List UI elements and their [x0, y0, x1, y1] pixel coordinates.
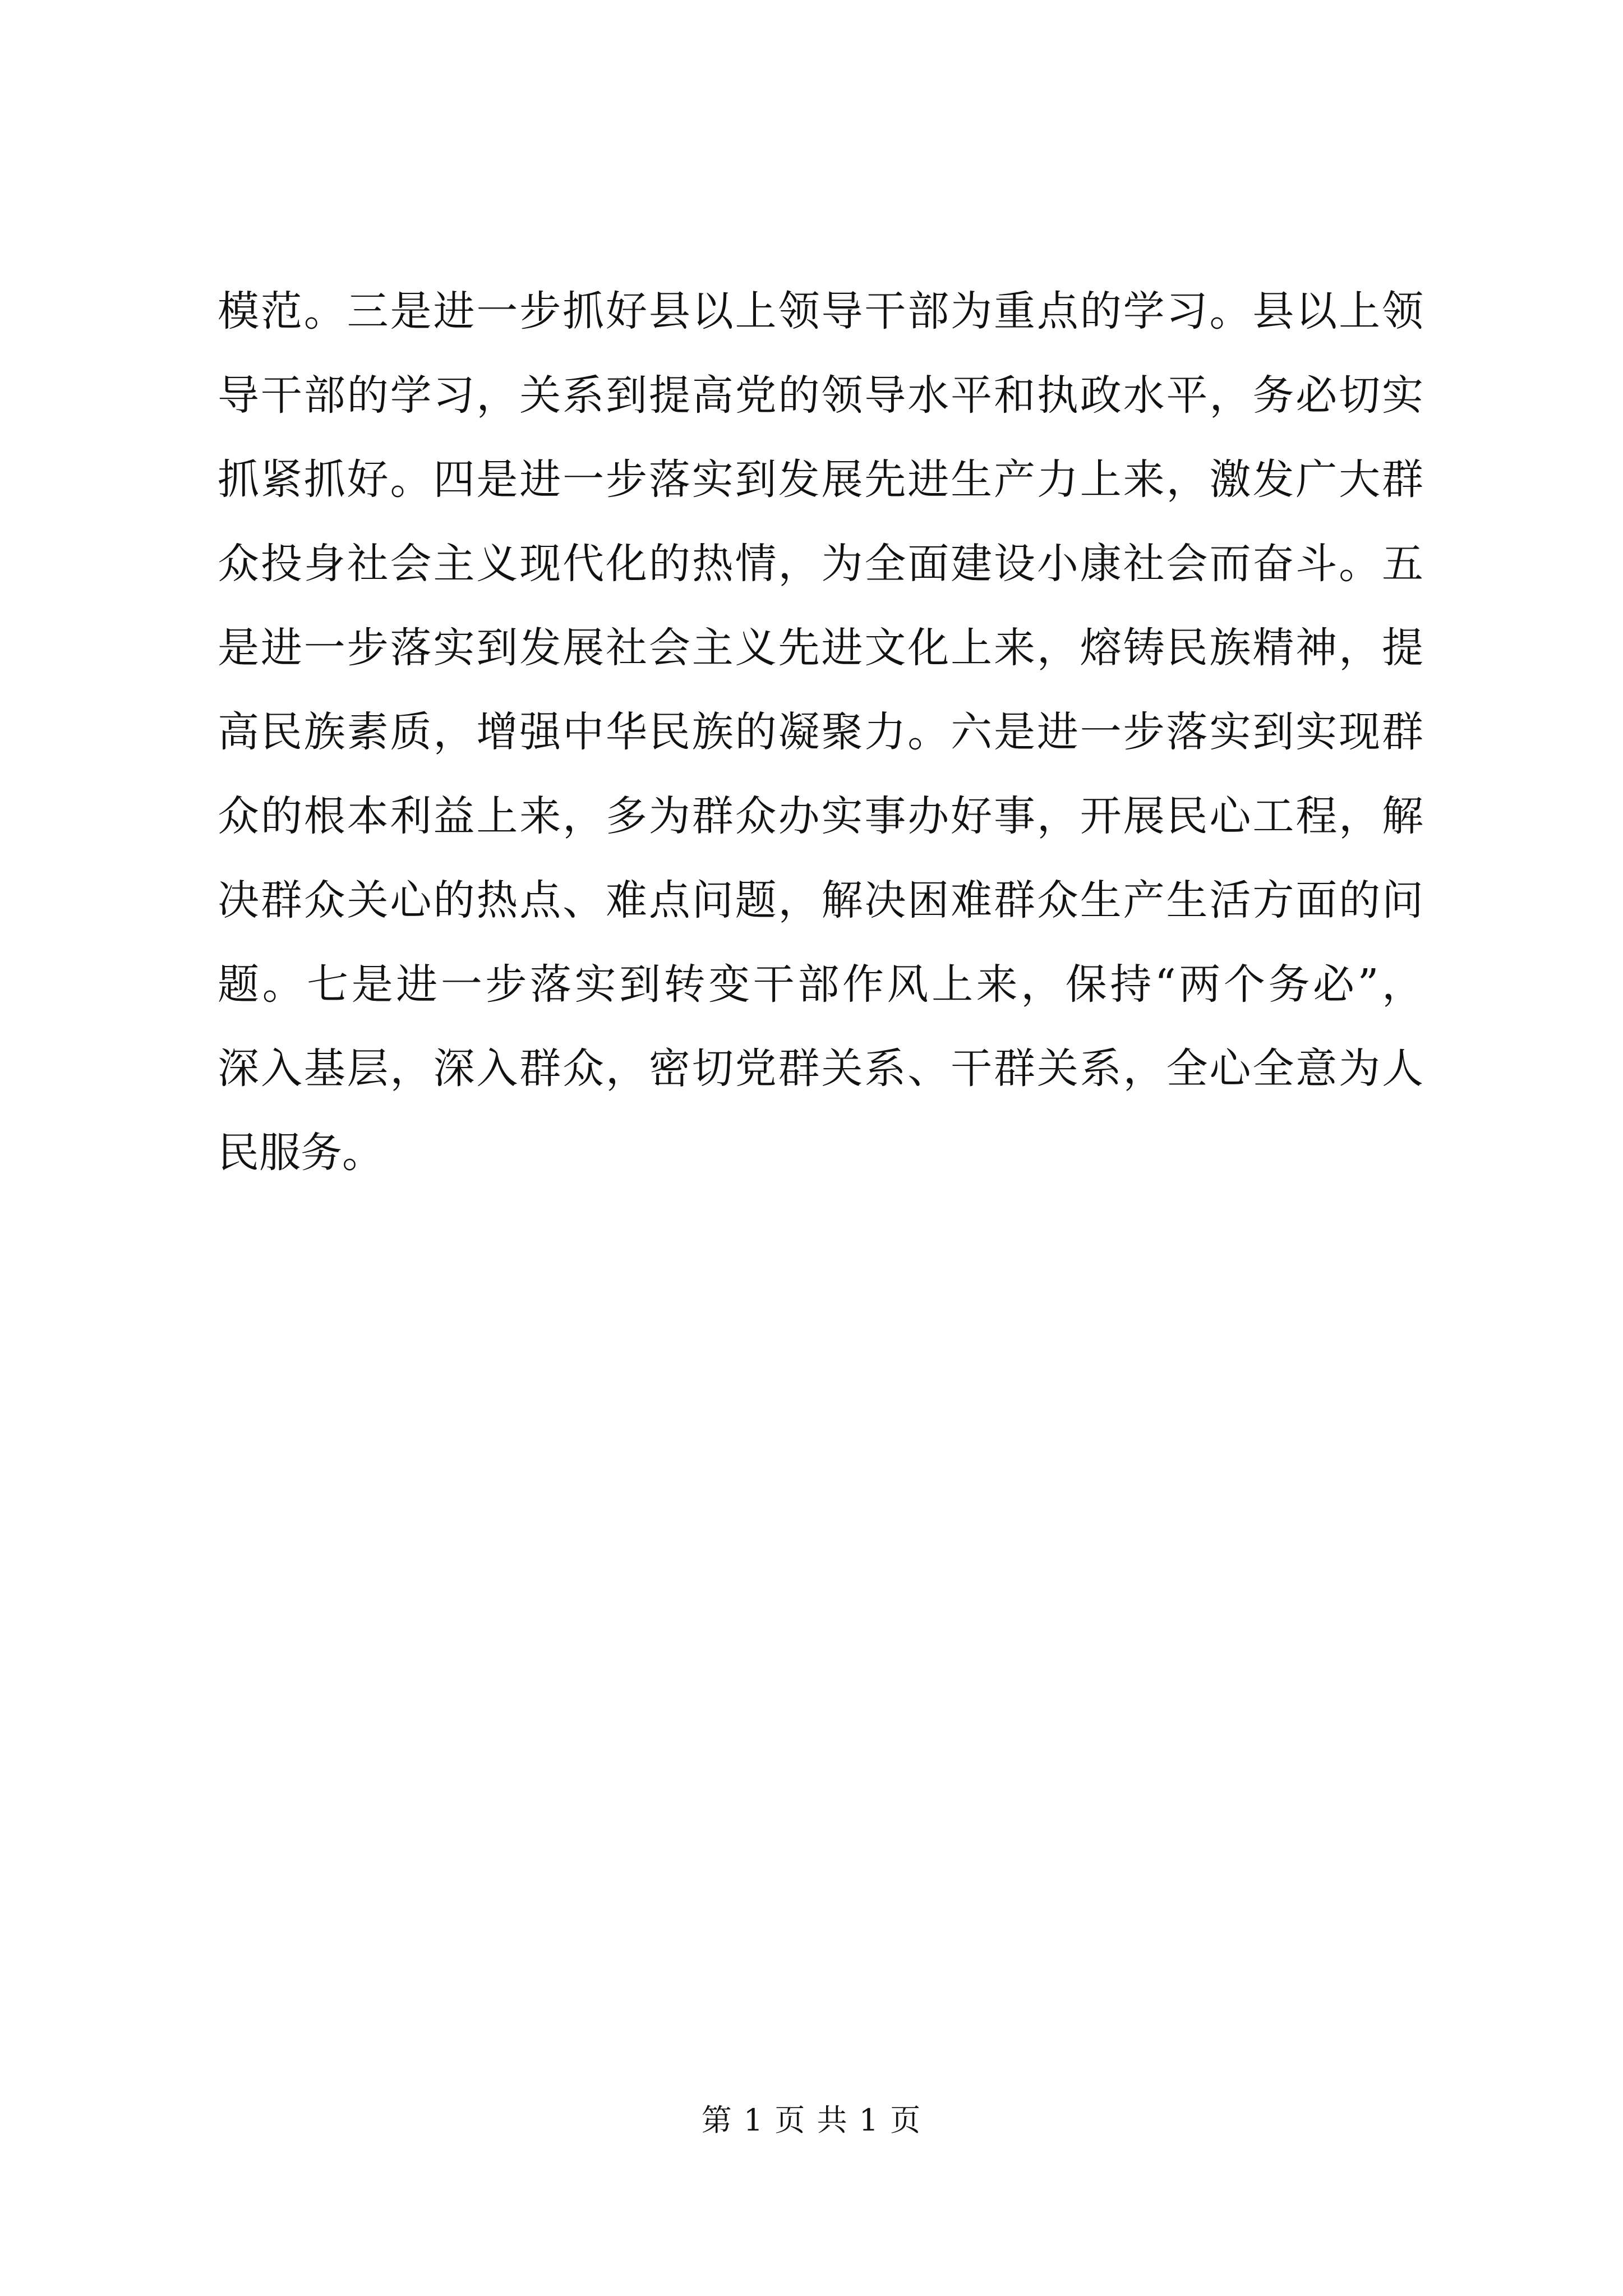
text-line: 众的根本利益上来，多为群众办实事办好事，开展民心工程，解 — [218, 792, 1423, 840]
body-paragraph — [218, 269, 1423, 1195]
text-line: 模范。三是进一步抓好县以上领导干部为重点的学习。县以上领 — [218, 287, 1423, 335]
page-footer: 第 1 页 共 1 页 — [701, 2102, 922, 2138]
text-line: 众投身社会主义现代化的热情，为全面建设小康社会而奋斗。五 — [218, 540, 1423, 588]
text-line: 题。七是进一步落实到转变干部作风上来，保持“两个务必”， — [218, 960, 1423, 1009]
text-line: 是进一步落实到发展社会主义先进文化上来，熔铸民族精神，提 — [218, 624, 1423, 672]
text-line: 导干部的学习，关系到提高党的领导水平和执政水平，务必切实 — [218, 371, 1423, 420]
text-line: 民服务。 — [218, 1129, 384, 1177]
text-line: 抓紧抓好。四是进一步落实到发展先进生产力上来，激发广大群 — [218, 455, 1423, 504]
text-line: 高民族素质，增强中华民族的凝聚力。六是进一步落实到实现群 — [218, 708, 1423, 756]
text-line: 决群众关心的热点、难点问题，解决困难群众生产生活方面的问 — [218, 876, 1423, 924]
text-line: 深入基层，深入群众，密切党群关系、干群关系，全心全意为人 — [218, 1045, 1423, 1093]
